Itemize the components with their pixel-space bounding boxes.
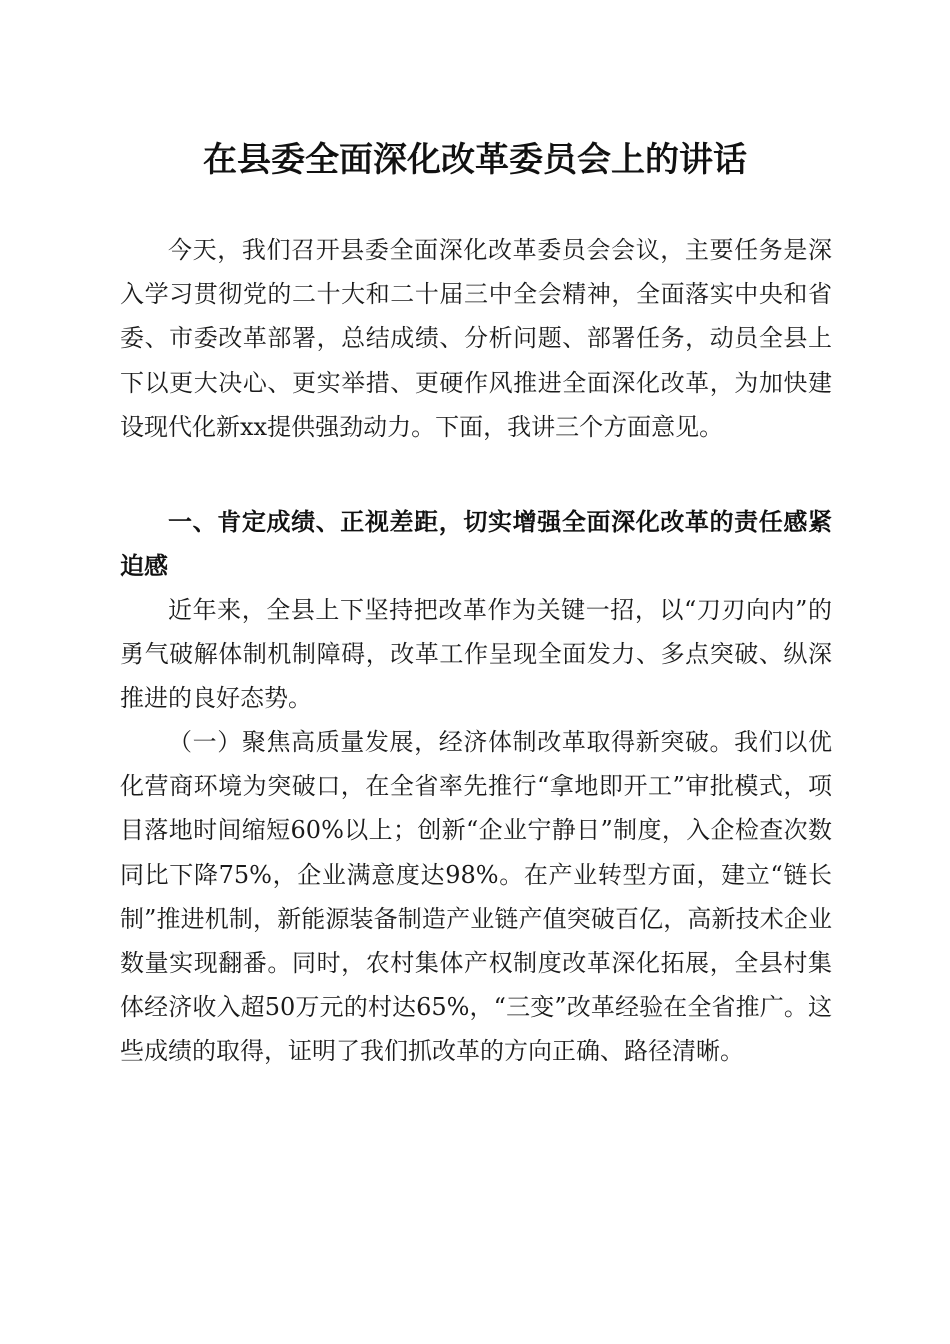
- section-heading: 一、肯定成绩、正视差距，切实增强全面深化改革的责任感紧迫感: [120, 508, 832, 581]
- section-intro-paragraph: 近年来，全县上下坚持把改革作为关键一招，以“刀刃向内”的勇气破解体制机制障碍，改革工作呈现全面发力、多点突破、纵深推进的良好态势。: [120, 596, 832, 713]
- intro-paragraph: 今天，我们召开县委全面深化改革委员会会议，主要任务是深入学习贯彻党的二十大和二十届三中全会精神，全面落实中央和省委、市委改革部署，总结成绩、分析问题、部署任务，动员全县上下以更大决心、更实举措、更硬作风推进全面深化改革，为加快建设现代化新xx提供强劲动力。下面，我讲三个方面意见。: [120, 236, 832, 441]
- document-title: 在县委全面深化改革委员会上的讲话: [203, 140, 747, 180]
- section-item-paragraph: （一）聚焦高质量发展，经济体制改革取得新突破。我们以优化营商环境为突破口，在全省率先推行“拿地即开工”审批模式，项目落地时间缩短60%以上；创新“企业宁静日”制度，入企检查次数同比下降75%，企业满意度达98%。在产业转型方面，建立“链长制”推进机制，新能源装备制造产业链产值突破百亿，高新技术企业数量实现翻番。同时，农村集体产权制度改革深化拓展，全县村集体经济收入超50万元的村达65%，“三变”改革经验在全省推广。这些成绩的取得，证明了我们抓改革的方向正确、路径清晰。: [120, 728, 832, 1066]
